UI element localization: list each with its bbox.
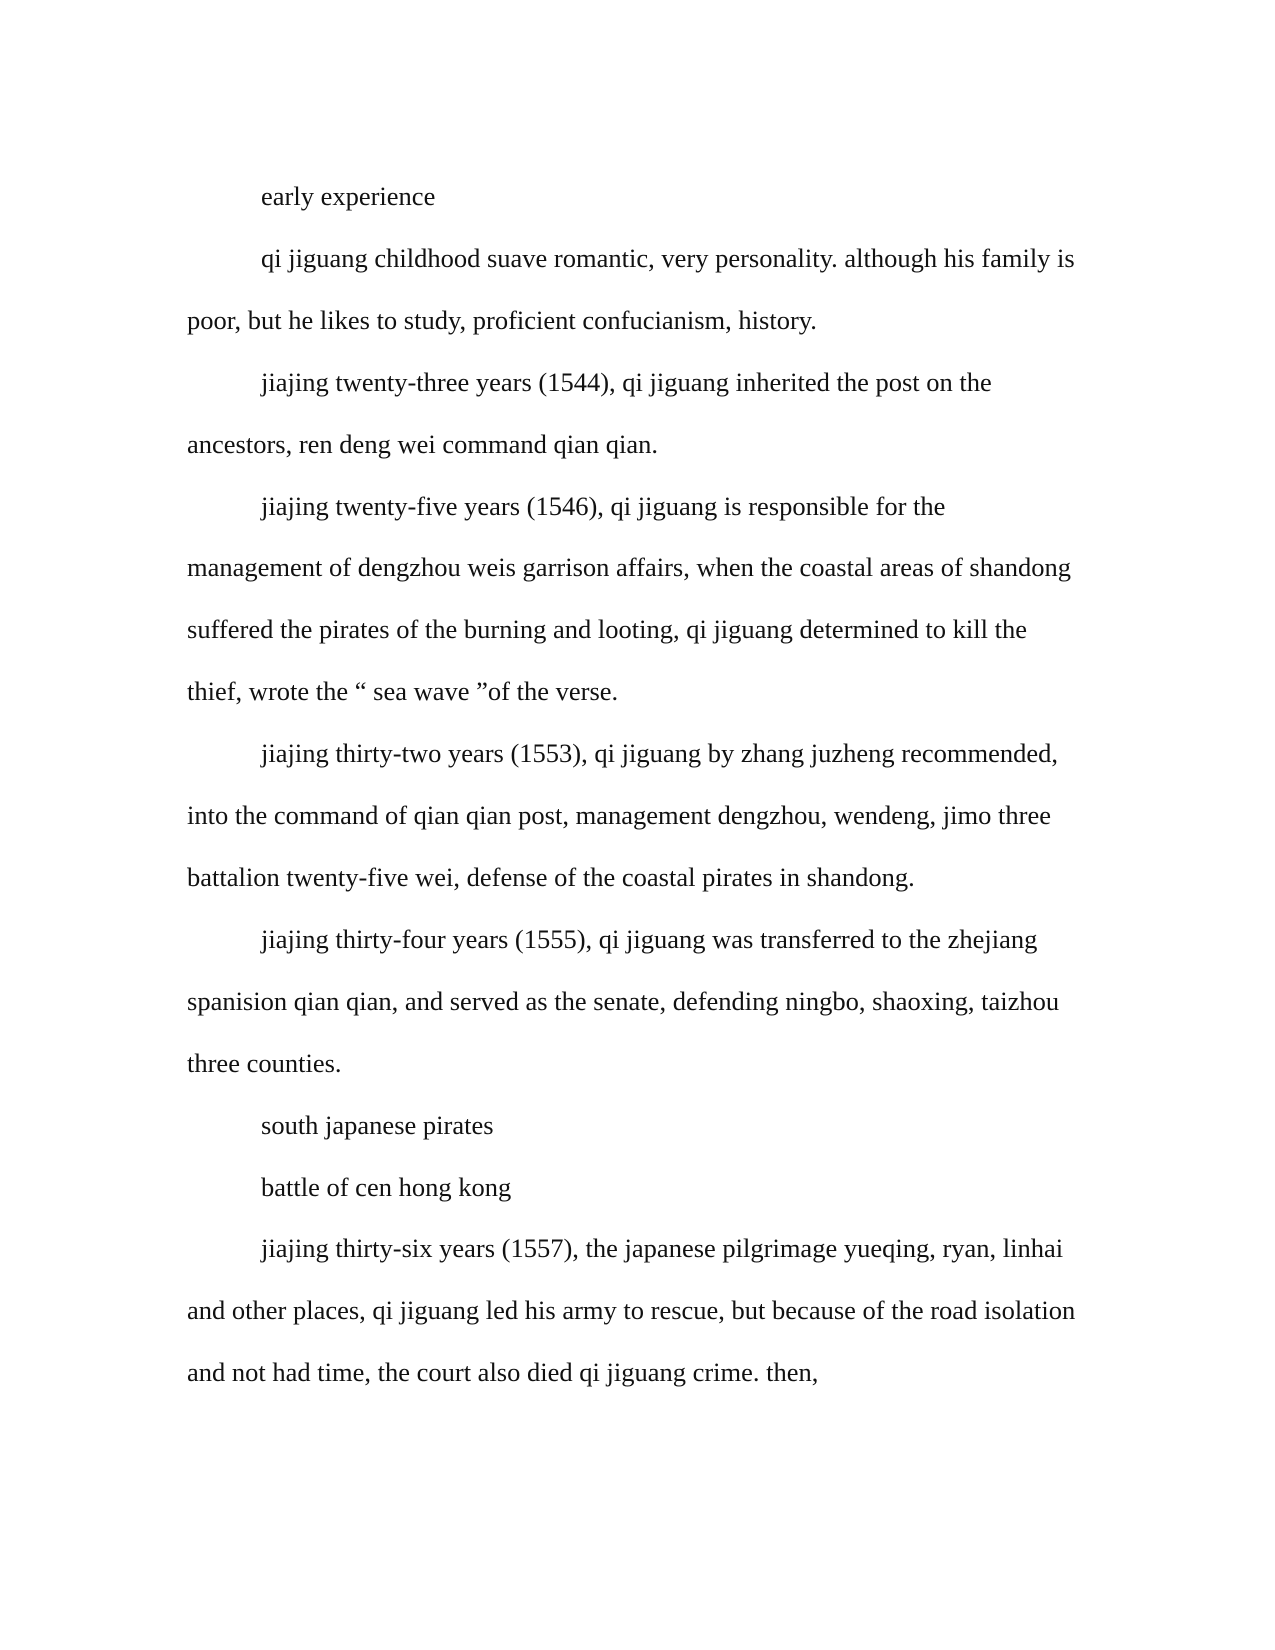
paragraph-1553: jiajing thirty-two years (1553), qi jiguang by zhang juzheng recommended, into the command of qian qian post, management dengzhou, wendeng, jimo three battalion twenty-five wei, defense of the coastal pirates in shandong. (187, 738, 1058, 892)
paragraph-1555: jiajing thirty-four years (1555), qi jiguang was transferred to the zhejiang spanision qian qian, and served as the senate, defending ningbo, shaoxing, taizhou three counties. (187, 923, 1060, 1078)
heading-south-japanese-pirates: south japanese pirates (261, 1109, 494, 1140)
paragraph-1557: jiajing thirty-six years (1557), the japanese pilgrimage yueqing, ryan, linhai and other places, qi jiguang led his army to rescue, but because of the road isolation and not had time, the court also died qi jiguang crime. then, (187, 1233, 1076, 1388)
paragraph-childhood: qi jiguang childhood suave romantic, very personality. although his family is poor, but he likes to study, proficient confucianism, history. (187, 242, 1075, 335)
document-body (187, 166, 1087, 1404)
heading-early-experience: early experience (261, 181, 436, 211)
heading-battle-of-cen-hong-kong: battle of cen hong kong (261, 1171, 512, 1202)
paragraph-1546: jiajing twenty-five years (1546), qi jiguang is responsible for the management of dengzhou weis garrison affairs, when the coastal areas of shandong suffered the pirates of the burning and looting, qi jiguang determined to kill the thief, wrote the “ sea wave ”of the verse. (187, 490, 1072, 707)
paragraph-1544: jiajing twenty-three years (1544), qi jiguang inherited the post on the ancestors, ren deng wei command qian qian. (187, 366, 992, 459)
